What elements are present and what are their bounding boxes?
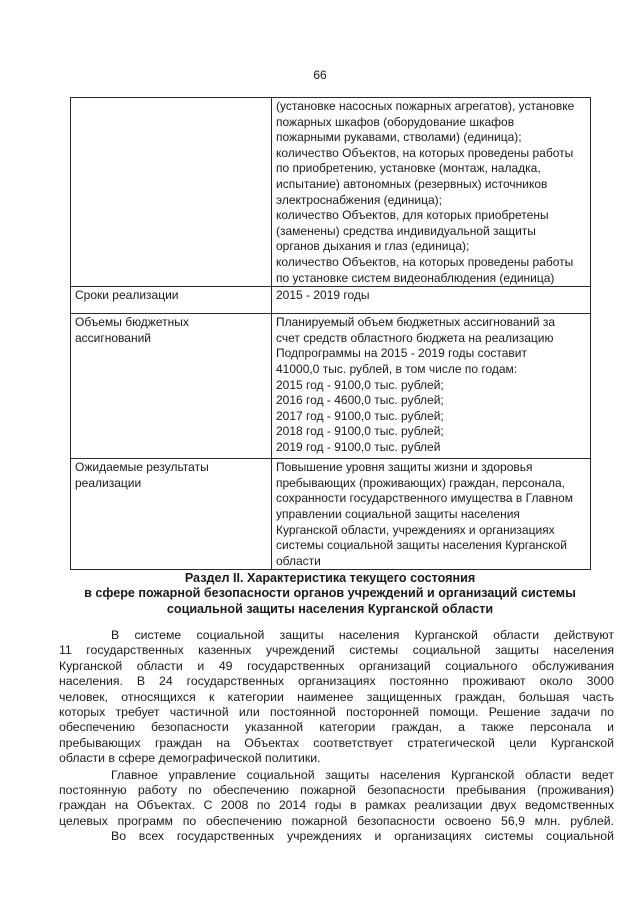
text-line: 11 государственных казенных учреждений системы социальной защиты населения: [59, 643, 614, 658]
text-line: населения. В 24 государственных организациях постоянно проживают около 3000: [59, 674, 614, 689]
value-line: области: [276, 553, 321, 568]
label-line: Объемы бюджетных: [75, 315, 189, 330]
value-line: электроснабжения (единица);: [276, 192, 442, 207]
text-line: человек, относящихся к категории наименее защищенных граждан, большая часть: [59, 689, 614, 704]
text-line: Во всех государственных учреждениях и организациях системы социальной: [111, 829, 614, 844]
text-line: которых требует частичной или постоянной посторонней помощи. Решение задачи по: [59, 704, 614, 719]
label-cell-results: [71, 459, 272, 570]
value-line: пожарных шкафов (оборудование шкафов: [276, 114, 515, 129]
value-line: по приобретению, установке (монтаж, наладка,: [276, 161, 541, 176]
value-line: системы социальной защиты населения Курганской: [276, 538, 567, 553]
heading-line: в сфере пожарной безопасности органов учреждений и организаций системы: [84, 586, 576, 601]
label-line: ассигнований: [75, 330, 152, 345]
label-line: Ожидаемые результаты: [75, 460, 209, 475]
value-line: пожарными рукавами, стволами) (единица);: [276, 130, 522, 145]
value-line: Подпрограммы на 2015 - 2019 годы составит: [276, 346, 527, 361]
value-line: по установке систем видеонаблюдения (единица): [276, 270, 555, 285]
text-line: граждан на Объектах. С 2008 по 2014 годы в рамках реализации двух ведомственных: [59, 798, 614, 813]
text-line: В системе социальной защиты населения Курганской области действуют: [111, 628, 614, 642]
value-line: количество Объектов, для которых приобретены: [276, 208, 549, 223]
table-row-timeframe: [71, 287, 591, 314]
value-line: количество Объектов, на которых проведены работы: [276, 254, 574, 269]
value-line: 2015 - 2019 годы: [276, 288, 370, 303]
value-line: счет средств областного бюджета на реализацию: [276, 330, 554, 345]
value-line: Курганской области, учреждениях и организациях: [276, 522, 555, 537]
table-row-results: [71, 459, 591, 570]
text-line: обеспечению безопасности указанной категории граждан, а также персонала и: [59, 720, 614, 735]
label-line: реализации: [75, 475, 142, 490]
text-line: пребывающих граждан на Объектах соответствует стратегической цели Курганской: [59, 735, 614, 750]
paragraph: [59, 628, 614, 767]
value-line: управлении социальной защиты населения: [276, 506, 520, 521]
text-line: области в сфере демографической политики.: [59, 751, 321, 766]
label-line: Сроки реализации: [75, 288, 179, 303]
value-line: испытание) автономных (резервных) источников: [276, 176, 548, 191]
heading-line: Раздел II. Характеристика текущего состояния: [184, 571, 476, 585]
value-line: Планируемый объем бюджетных ассигнований за: [276, 315, 556, 330]
label-cell: [71, 98, 272, 287]
value-line: пребывающих (проживающих) граждан, персонала,: [276, 475, 565, 490]
table-row-budget: [71, 314, 591, 459]
text-line: Главное управление социальной защиты населения Курганской области ведет: [111, 767, 614, 782]
value-cell-budget: [272, 314, 591, 459]
value-line: (установке насосных пожарных агрегатов), установке: [276, 99, 575, 113]
paragraph: [59, 768, 614, 830]
value-line: (заменены) средства индивидуальной защиты: [276, 223, 536, 238]
passport-table: [70, 97, 591, 570]
label-cell-timeframe: [71, 287, 272, 314]
value-line: 2018 год - 9100,0 тыс. рублей;: [276, 424, 444, 439]
value-cell-results: [272, 459, 591, 570]
text-line: целевых программ по обеспечению пожарной безопасности освоено 56,9 млн. рублей.: [59, 813, 614, 828]
value-cell-timeframe: [272, 287, 591, 314]
page-number: 66: [313, 68, 327, 82]
value-line: количество Объектов, на которых проведены работы: [276, 145, 574, 160]
table-row-indicators: [71, 98, 591, 287]
value-cell-indicators: [272, 98, 591, 287]
value-line: сохранности государственного имущества в Главном: [276, 491, 574, 506]
section-heading: [60, 571, 600, 617]
value-line: органов дыхания и глаз (единица);: [276, 239, 470, 254]
value-line: 2019 год - 9100,0 тыс. рублей: [276, 439, 441, 454]
value-line: 41000,0 тыс. рублей, в том числе по годам:: [276, 361, 518, 376]
label-cell-budget: [71, 314, 272, 459]
value-line: 2015 год - 9100,0 тыс. рублей;: [276, 377, 444, 392]
value-line: 2017 год - 9100,0 тыс. рублей;: [276, 408, 444, 423]
heading-line: социальной защиты населения Курганской области: [166, 601, 494, 616]
value-line: Повышение уровня защиты жизни и здоровья: [276, 460, 533, 475]
body-text: [59, 628, 614, 844]
value-line: 2016 год - 4600,0 тыс. рублей;: [276, 393, 444, 408]
text-line: Курганской области и 49 государственных организаций социального обслуживания: [59, 658, 614, 673]
paragraph: [59, 829, 614, 844]
text-line: постоянную работу по обеспечению пожарной безопасности пребывания (проживания): [59, 782, 614, 797]
